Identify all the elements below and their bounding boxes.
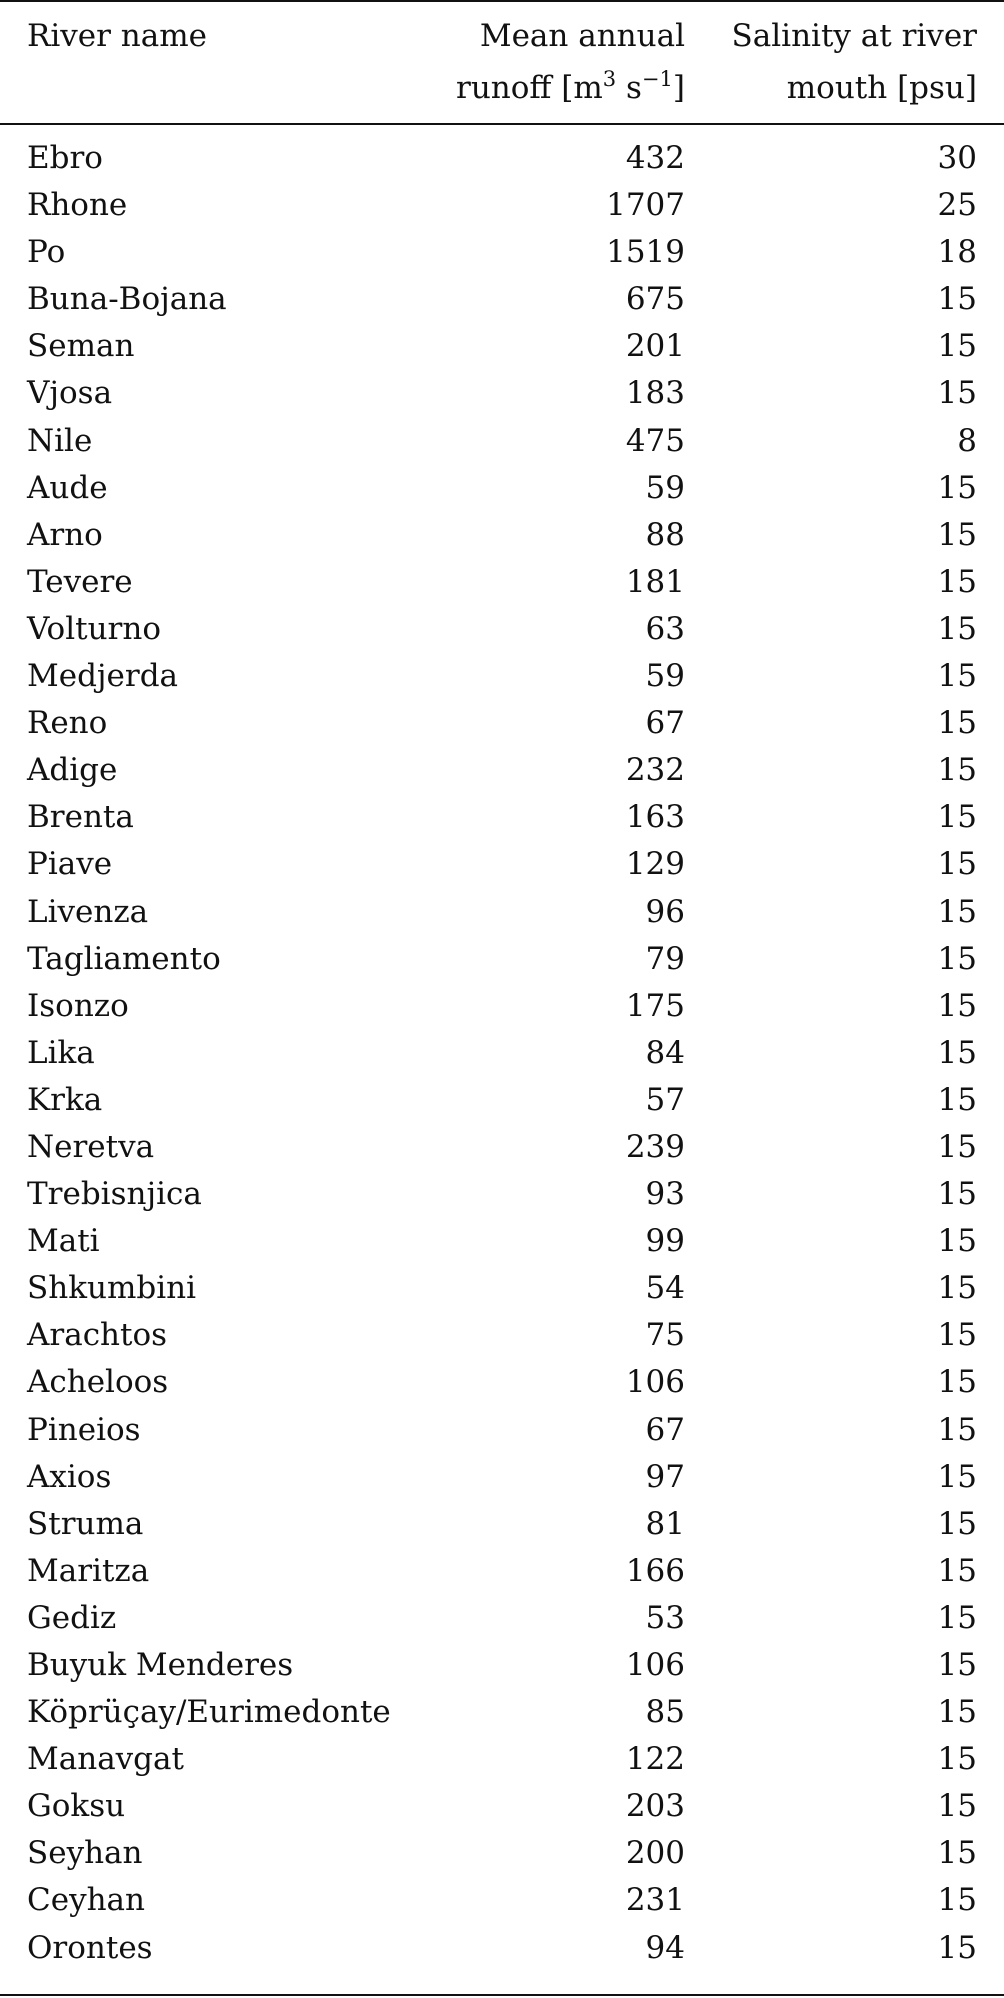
river-name-cell: Seyhan <box>27 1835 143 1872</box>
river-name-cell: Köprüçay/Eurimedonte <box>27 1694 391 1731</box>
header-runoff-line1: Mean annual <box>479 18 685 54</box>
table-row <box>0 1124 1004 1171</box>
river-name-cell: Shkumbini <box>27 1270 196 1307</box>
header-salinity-line2: mouth [psu] <box>786 70 977 106</box>
header-mean-annual-runoff <box>425 10 685 114</box>
runoff-cell: 166 <box>625 1552 685 1589</box>
runoff-cell: 53 <box>645 1599 685 1636</box>
river-name-cell: Isonzo <box>27 987 129 1024</box>
runoff-cell: 239 <box>625 1128 685 1165</box>
salinity-cell: 15 <box>937 1458 977 1495</box>
header-salinity <box>717 10 977 114</box>
river-name-cell: Acheloos <box>27 1364 169 1401</box>
header-rule <box>0 123 1004 125</box>
table-row <box>0 559 1004 606</box>
salinity-cell: 15 <box>937 281 977 318</box>
river-name-cell: Ceyhan <box>27 1882 145 1919</box>
runoff-cell: 106 <box>625 1647 685 1683</box>
salinity-cell: 15 <box>937 893 977 930</box>
table-row <box>0 1265 1004 1312</box>
table-row <box>0 276 1004 323</box>
salinity-cell: 15 <box>937 1176 977 1213</box>
salinity-cell: 15 <box>937 1835 977 1872</box>
runoff-cell: 122 <box>625 1741 685 1778</box>
salinity-cell: 15 <box>937 516 977 553</box>
runoff-cell: 67 <box>645 705 685 742</box>
salinity-cell: 15 <box>937 1128 977 1165</box>
salinity-cell: 15 <box>937 375 977 412</box>
table-row <box>0 1783 1004 1830</box>
runoff-cell: 201 <box>625 328 685 365</box>
salinity-cell: 15 <box>937 1411 977 1448</box>
runoff-cell: 200 <box>625 1835 685 1872</box>
river-name-cell: Struma <box>27 1505 144 1542</box>
header-runoff-line2 <box>425 62 685 114</box>
river-name-cell: Buna-Bojana <box>27 281 227 318</box>
table-row <box>0 1877 1004 1924</box>
table-row <box>0 1077 1004 1124</box>
table-row <box>0 135 1004 182</box>
header-salinity-line1: Salinity at river <box>731 18 977 54</box>
top-rule <box>0 0 1004 2</box>
table-row <box>0 182 1004 229</box>
runoff-cell: 59 <box>645 658 685 695</box>
table-row <box>0 1218 1004 1265</box>
river-name-cell: Reno <box>27 705 108 742</box>
runoff-cell: 63 <box>645 610 685 647</box>
table-row <box>0 512 1004 559</box>
salinity-cell: 18 <box>937 234 977 271</box>
salinity-cell: 25 <box>937 187 977 224</box>
table-row <box>0 1595 1004 1642</box>
salinity-cell: 15 <box>937 658 977 695</box>
table-row <box>0 1359 1004 1406</box>
table-row <box>0 700 1004 747</box>
river-name-cell: Volturno <box>27 610 161 647</box>
river-name-cell: Vjosa <box>27 375 113 412</box>
table-row <box>0 841 1004 888</box>
river-name-cell: Buyuk Menderes <box>27 1647 294 1683</box>
table-row <box>0 794 1004 841</box>
salinity-cell: 15 <box>937 1505 977 1542</box>
salinity-cell: 15 <box>937 328 977 365</box>
salinity-cell: 15 <box>937 752 977 789</box>
runoff-cell: 85 <box>645 1694 685 1731</box>
table-row <box>0 418 1004 465</box>
header-runoff-prefix: runoff [m <box>456 70 603 106</box>
salinity-cell: 15 <box>937 705 977 742</box>
table-row <box>0 983 1004 1030</box>
runoff-cell: 231 <box>625 1882 685 1919</box>
runoff-cell: 81 <box>645 1505 685 1542</box>
salinity-cell: 15 <box>937 1647 977 1683</box>
salinity-cell: 15 <box>937 987 977 1024</box>
salinity-cell: 15 <box>937 1741 977 1778</box>
river-name-cell: Krka <box>27 1081 103 1118</box>
table-row <box>0 465 1004 512</box>
river-name-cell: Ebro <box>27 140 103 176</box>
river-name-cell: Neretva <box>27 1128 155 1165</box>
table-row <box>0 323 1004 370</box>
runoff-cell: 84 <box>645 1034 685 1071</box>
runoff-cell: 79 <box>645 940 685 977</box>
runoff-cell: 432 <box>625 140 685 176</box>
river-name-cell: Brenta <box>27 799 134 836</box>
runoff-cell: 99 <box>645 1223 685 1260</box>
salinity-cell: 15 <box>937 1694 977 1731</box>
river-name-cell: Rhone <box>27 187 128 224</box>
runoff-cell: 96 <box>645 893 685 930</box>
runoff-cell: 475 <box>625 422 685 459</box>
salinity-cell: 30 <box>937 140 977 176</box>
table-row <box>0 1736 1004 1783</box>
river-name-cell: Orontes <box>27 1929 153 1966</box>
runoff-cell: 54 <box>645 1270 685 1307</box>
table-row <box>0 370 1004 417</box>
river-name-cell: Mati <box>27 1223 100 1260</box>
runoff-cell: 94 <box>645 1929 685 1966</box>
runoff-cell: 93 <box>645 1176 685 1213</box>
table-row <box>0 606 1004 653</box>
river-name-cell: Livenza <box>27 893 149 930</box>
river-name-cell: Gediz <box>27 1599 117 1636</box>
table-row <box>0 1501 1004 1548</box>
river-name-cell: Tevere <box>27 563 133 600</box>
runoff-cell: 175 <box>625 987 685 1024</box>
river-name-cell: Piave <box>27 846 113 883</box>
river-name-cell: Manavgat <box>27 1741 184 1778</box>
river-name-cell: Trebisnjica <box>27 1176 202 1213</box>
salinity-cell: 15 <box>937 1270 977 1307</box>
river-name-cell: Goksu <box>27 1788 126 1825</box>
salinity-cell: 15 <box>937 1034 977 1071</box>
salinity-cell: 15 <box>937 940 977 977</box>
salinity-cell: 15 <box>937 1223 977 1260</box>
table-row <box>0 747 1004 794</box>
table-row <box>0 1454 1004 1501</box>
salinity-cell: 15 <box>937 1882 977 1919</box>
runoff-cell: 675 <box>625 281 685 318</box>
header-runoff-exponent-3: 3 <box>602 67 617 91</box>
table-row <box>0 1312 1004 1359</box>
river-name-cell: Po <box>27 234 66 271</box>
runoff-cell: 232 <box>625 752 685 789</box>
river-name-cell: Nile <box>27 422 93 459</box>
runoff-cell: 97 <box>645 1458 685 1495</box>
river-name-cell: Lika <box>27 1034 95 1071</box>
bottom-rule <box>0 1994 1004 1996</box>
header-runoff-exponent-neg1: −1 <box>641 67 673 91</box>
river-name-cell: Pineios <box>27 1411 141 1448</box>
salinity-cell: 15 <box>937 1599 977 1636</box>
salinity-cell: 15 <box>937 1317 977 1354</box>
salinity-cell: 8 <box>957 422 977 459</box>
salinity-cell: 15 <box>937 799 977 836</box>
river-name-cell: Tagliamento <box>27 940 221 977</box>
river-name-cell: Maritza <box>27 1552 150 1589</box>
river-name-cell: Aude <box>27 469 108 506</box>
salinity-cell: 15 <box>937 1364 977 1401</box>
table-row <box>0 1689 1004 1736</box>
runoff-cell: 59 <box>645 469 685 506</box>
header-runoff-suffix: ] <box>672 70 685 106</box>
table-row <box>0 229 1004 276</box>
runoff-cell: 1707 <box>606 187 685 224</box>
salinity-cell: 15 <box>937 846 977 883</box>
salinity-cell: 15 <box>937 563 977 600</box>
runoff-cell: 203 <box>625 1788 685 1825</box>
runoff-cell: 67 <box>645 1411 685 1448</box>
table-row <box>0 936 1004 983</box>
runoff-cell: 75 <box>645 1317 685 1354</box>
runoff-cell: 163 <box>625 799 685 836</box>
river-name-cell: Seman <box>27 328 135 365</box>
table-body <box>0 135 1004 1972</box>
table-row <box>0 1642 1004 1689</box>
runoff-cell: 106 <box>625 1364 685 1401</box>
river-name-cell: Medjerda <box>27 658 179 695</box>
runoff-cell: 1519 <box>606 234 685 271</box>
salinity-cell: 15 <box>937 1081 977 1118</box>
header-river-name-text: River name <box>27 18 207 54</box>
table-row <box>0 1171 1004 1218</box>
runoff-cell: 181 <box>625 563 685 600</box>
runoff-cell: 183 <box>625 375 685 412</box>
table-row <box>0 1407 1004 1454</box>
runoff-cell: 129 <box>625 846 685 883</box>
salinity-cell: 15 <box>937 1929 977 1966</box>
salinity-cell: 15 <box>937 610 977 647</box>
salinity-cell: 15 <box>937 1552 977 1589</box>
table-row <box>0 889 1004 936</box>
table-row <box>0 653 1004 700</box>
river-name-cell: Arno <box>27 516 103 553</box>
table-row <box>0 1830 1004 1877</box>
river-name-cell: Axios <box>27 1458 112 1495</box>
runoff-cell: 88 <box>645 516 685 553</box>
table-row <box>0 1925 1004 1972</box>
header-river-name <box>27 10 207 62</box>
salinity-cell: 15 <box>937 1788 977 1825</box>
table-row <box>0 1548 1004 1595</box>
river-name-cell: Arachtos <box>27 1317 168 1354</box>
runoff-cell: 57 <box>645 1081 685 1118</box>
header-runoff-mid: s <box>616 70 642 106</box>
salinity-cell: 15 <box>937 469 977 506</box>
river-name-cell: Adige <box>27 752 118 789</box>
table-row <box>0 1030 1004 1077</box>
